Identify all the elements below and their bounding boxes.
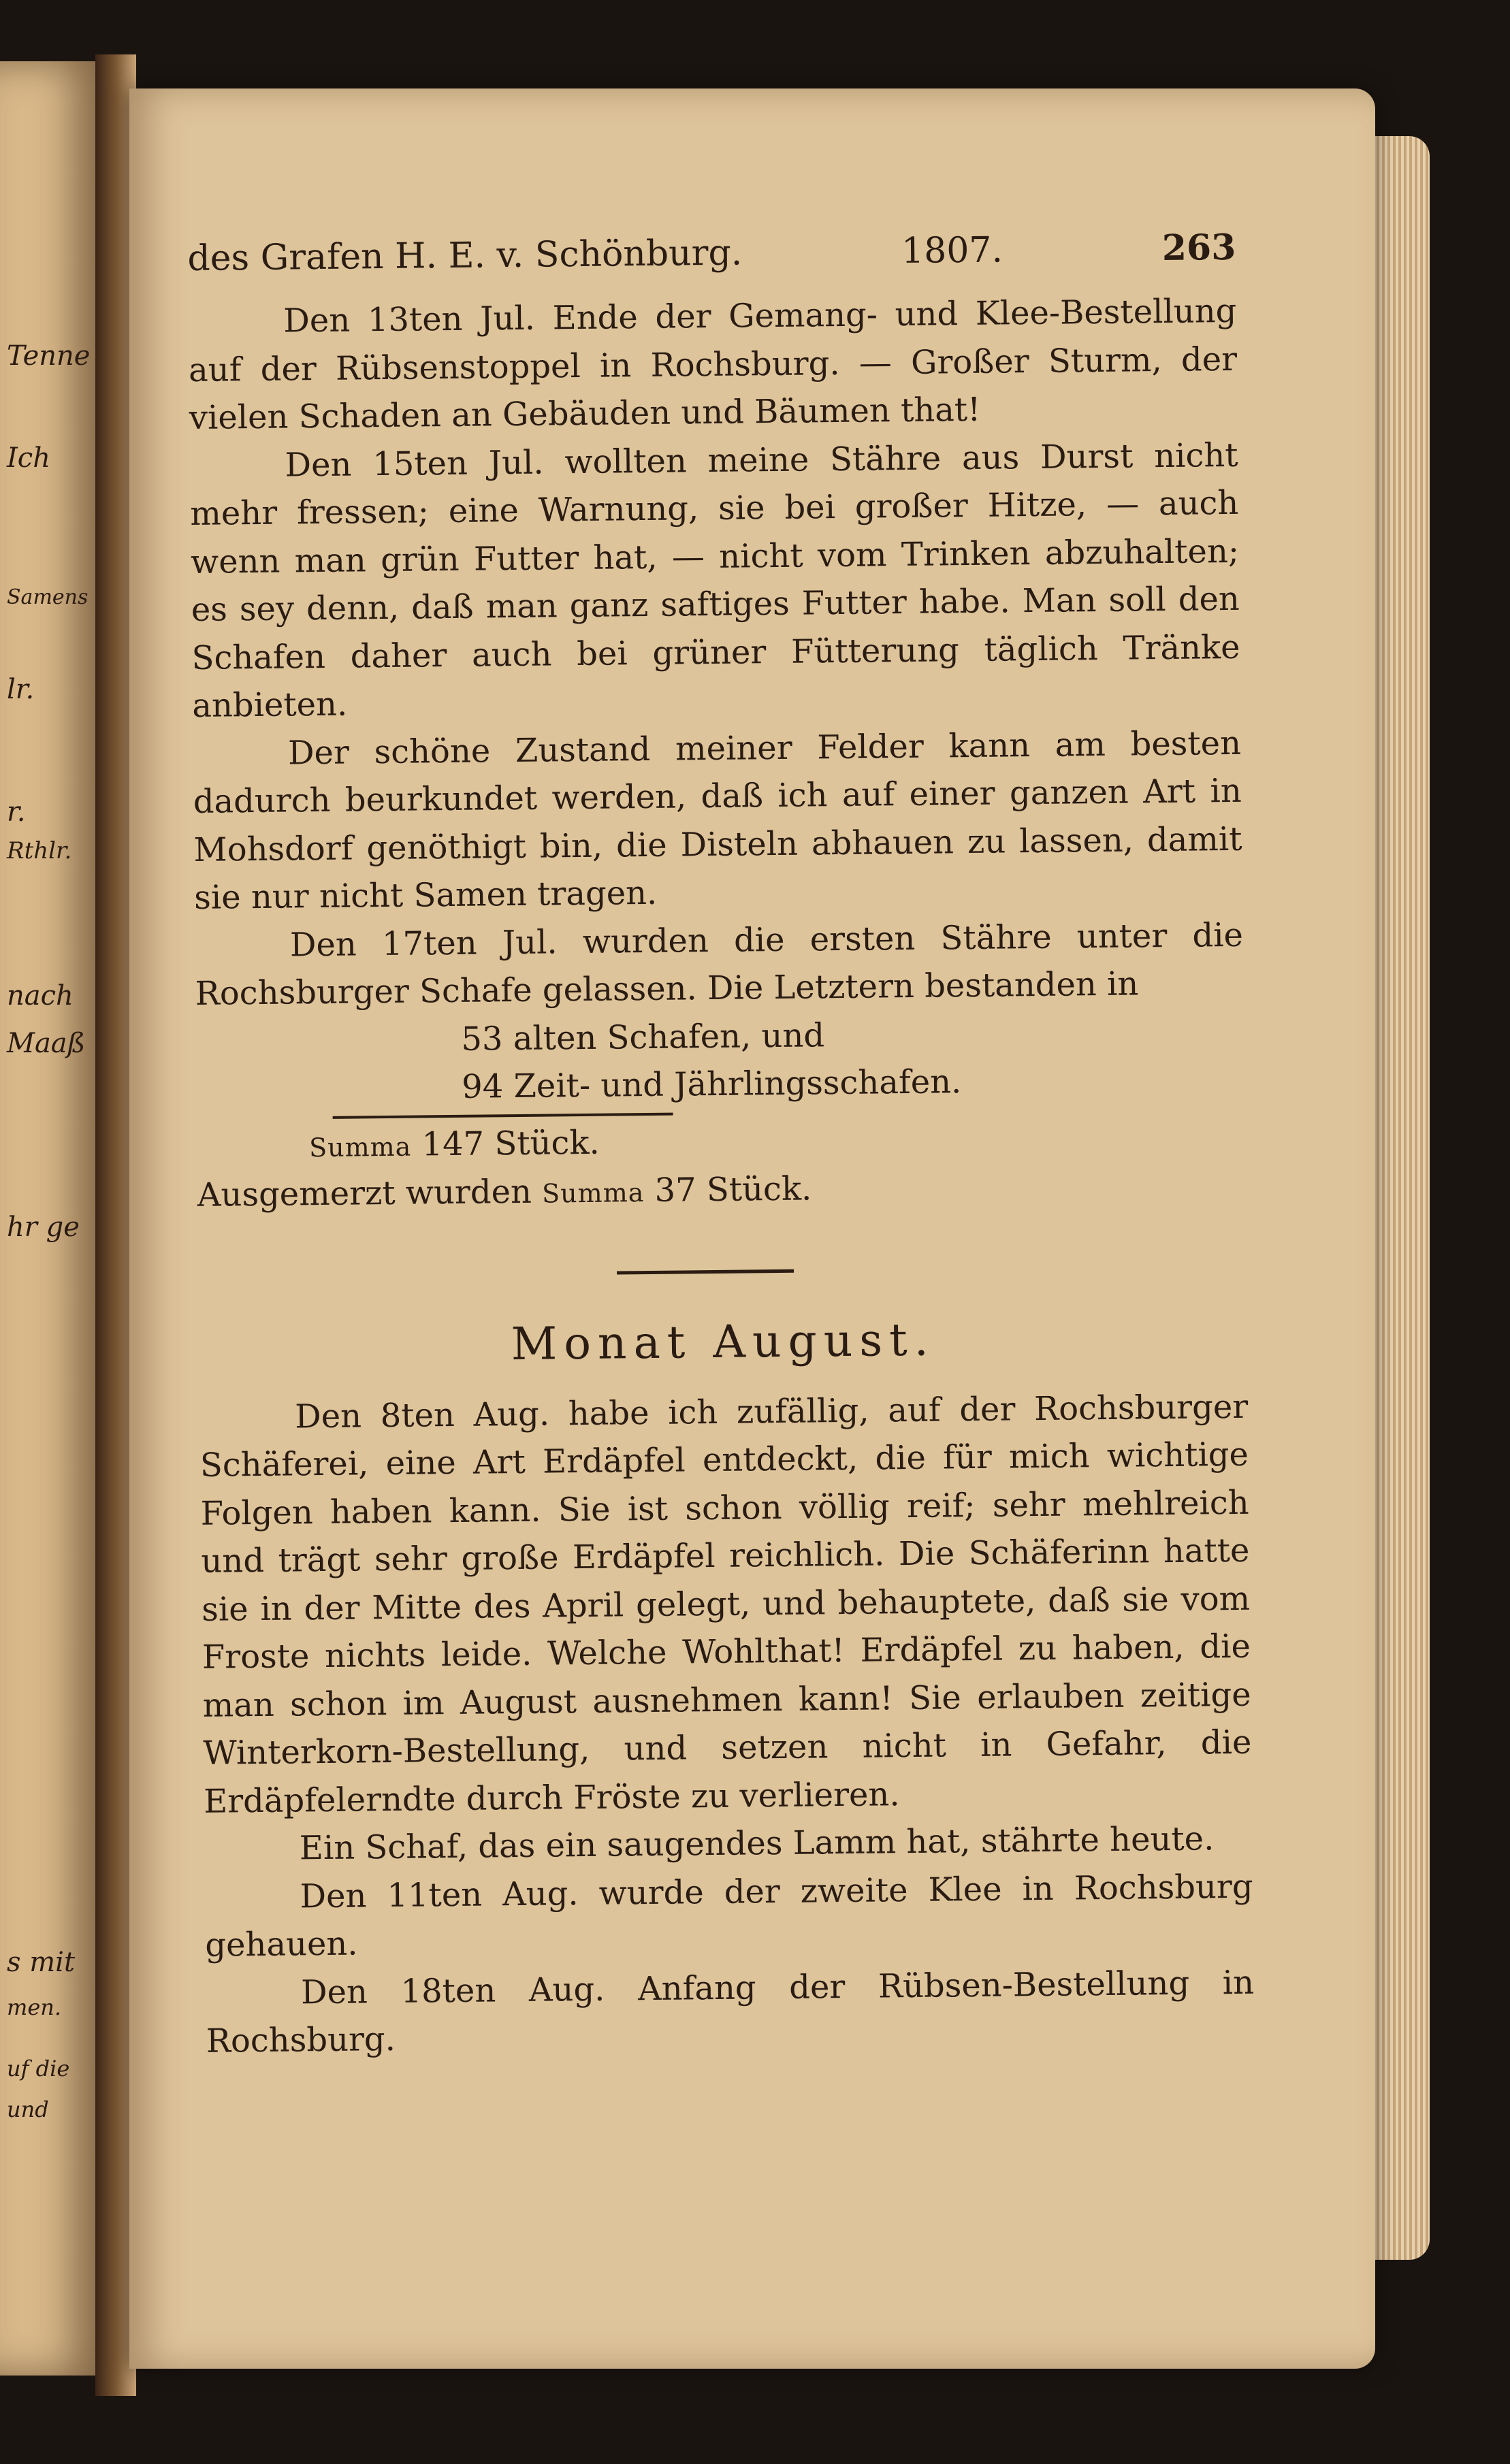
culled-line <box>197 1160 1246 1220</box>
section-title: Monat August. <box>511 1313 935 1370</box>
page-edges <box>1368 136 1430 2260</box>
tally-count: 94 <box>461 1067 504 1106</box>
culled-sum-word: Summa <box>541 1177 645 1209</box>
culled-prefix: Ausgemerzt wurden <box>197 1172 532 1214</box>
tally-label: Zeit- und Jährlingsschafen. <box>513 1062 962 1105</box>
sheep-tally <box>195 1007 1246 1220</box>
left-page-fragment: Rthlr. <box>7 837 72 864</box>
left-page-fragment: Samens <box>7 585 89 609</box>
left-page <box>0 61 102 2376</box>
running-title: des Grafen H. E. v. Schönburg. <box>187 232 743 279</box>
paragraph: Den 11ten Aug. wurde der zweite Klee in Rochsburg gehauen. <box>205 1867 1253 1964</box>
left-page-fragment: und <box>7 2096 49 2122</box>
left-page-fragment: Tenne <box>7 340 91 372</box>
left-page-fragment: hr ge <box>7 1212 80 1243</box>
left-page-fragment: men. <box>7 1994 62 2020</box>
paragraph: Den 17ten Jul. wurden die ersten Stähre unter die Rochsburger Schafe gelassen. Die Letztern bestanden in <box>195 915 1244 1013</box>
paragraph: Ein Schaf, das ein saugendes Lamm hat, stährte heute. <box>299 1819 1215 1868</box>
header-year: 1807. <box>901 229 1003 272</box>
sum-rule <box>333 1112 673 1118</box>
left-page-fragment: Ich <box>7 442 50 474</box>
sum-word: Summa <box>308 1131 412 1163</box>
left-page-fragment: uf die <box>7 2056 70 2081</box>
page-number: 263 <box>1161 226 1236 270</box>
tally-row <box>461 1007 1244 1063</box>
paragraph: Den 13ten Jul. Ende der Gemang- und Klee-Bestellung auf der Rübsenstoppel in Rochsburg. — Großer Sturm, der vielen Schaden an Gebäuden und Bäumen that! <box>188 291 1238 437</box>
tally-count: 53 <box>461 1019 503 1058</box>
paragraph: Den 8ten Aug. habe ich zufällig, auf der Rochsburger Schäferei, eine Art Erdäpfel entdeckt, die für mich wichtige Folgen haben kann. Sie ist schon völlig reif; sehr mehlreich und trägt sehr große Erdäpfel reichlich. Die Schäferinn hatte sie in der Mitte des April gelegt, und behauptete, daß sie vom Froste nichts leide. Welche Wohlthat! Erdäpfel zu haben, die man schon im August ausnehmen kann! Sie erlauben zeitige Winterkorn-Bestellung, und setzen nicht in Gefahr, die Erdäpfelerndte durch Fröste zu verlieren. <box>199 1387 1252 1821</box>
tally-row <box>462 1054 1245 1110</box>
left-page-fragment: Maaß <box>7 1028 86 1059</box>
left-page-fragment: r. <box>7 796 26 828</box>
sum-value: 147 Stück. <box>421 1123 600 1163</box>
tally-label: alten Schafen, und <box>513 1016 825 1058</box>
section-divider <box>617 1269 794 1274</box>
paragraph: Den 15ten Jul. wollten meine Stähre aus Durst nicht mehr fressen; eine Warnung, sie bei großer Hitze, — auch wenn man grün Futter hat, — nicht vom Trinken abzuhalten; es sey denn, daß man ganz saftiges Futter habe. Man soll den Schafen daher auch bei grüner Fütterung täglich Tränke anbieten. <box>190 436 1240 725</box>
paragraph: Der schöne Zustand meiner Felder kann am besten dadurch beurkundet werden, daß ich auf einer ganzen Art in Mohsdorf genöthigt bin, die Disteln abhauen zu lassen, damit sie nur nicht Samen tragen. <box>193 724 1242 917</box>
left-page-fragment: s mit <box>7 1947 76 1978</box>
culled-value: 37 Stück. <box>654 1169 812 1210</box>
page-content <box>187 221 1255 2065</box>
running-header <box>187 221 1236 286</box>
paragraph: Den 18ten Aug. Anfang der Rübsen-Bestellung in Rochsburg. <box>206 1963 1255 2060</box>
left-page-fragment: nach <box>7 980 74 1011</box>
left-page-fragment: lr. <box>7 674 35 705</box>
